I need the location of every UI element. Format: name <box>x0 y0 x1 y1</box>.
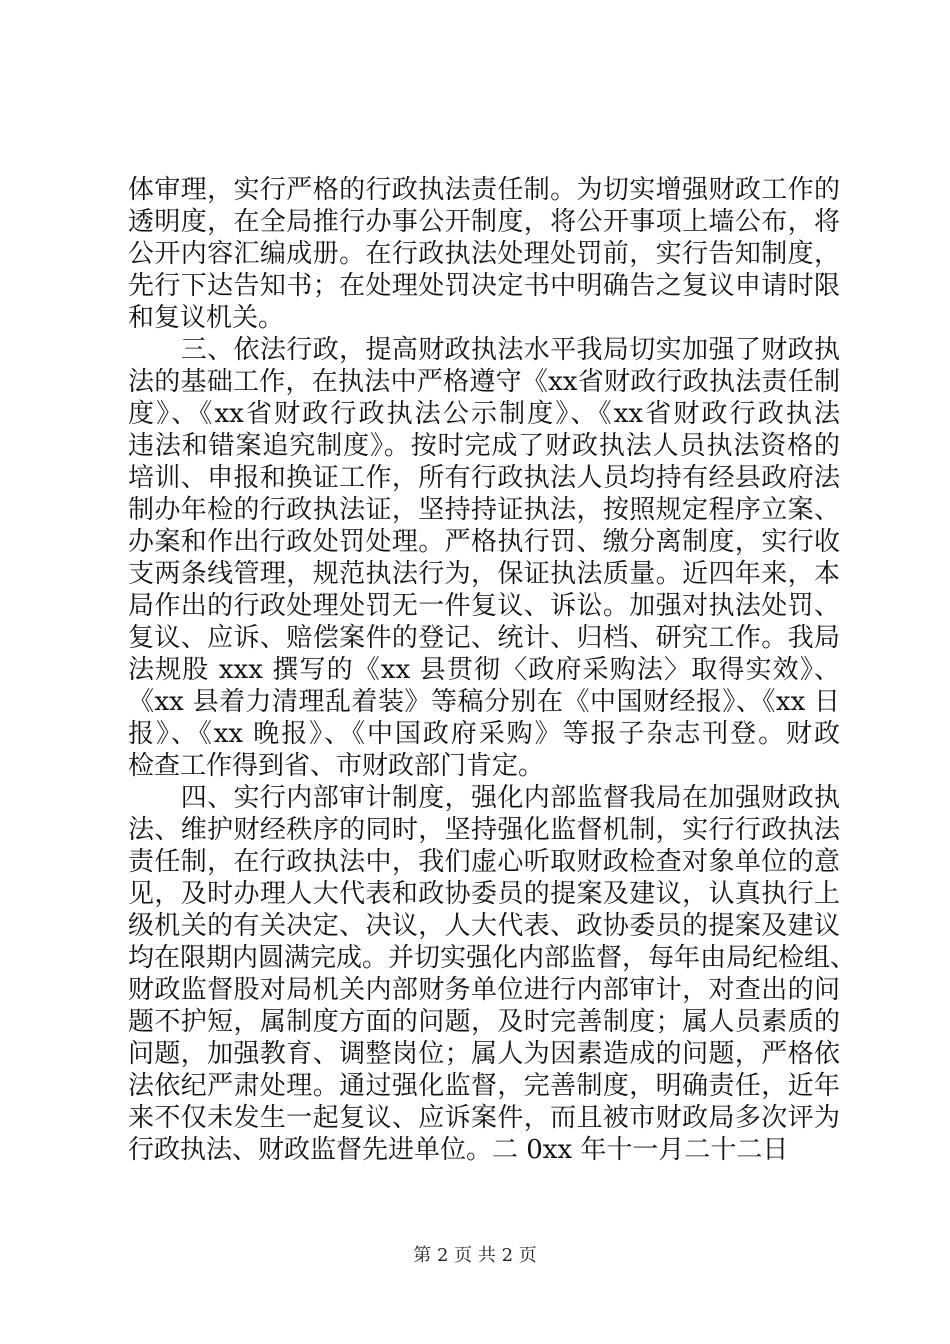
text-line: 财政监督股对局机关内部财务单位进行内部审计，对查出的问 <box>128 975 840 1005</box>
text-line: 均在限期内圆满完成。并切实强化内部监督，每年由局纪检组、 <box>128 943 857 973</box>
text-line: 支两条线管理，规范执法行为，保证执法质量。近四年来，本 <box>128 559 840 589</box>
text-line: 培训、申报和换证工作，所有行政执法人员均持有经县政府法 <box>128 463 840 493</box>
text-line: 级机关的有关决定、决议，人大代表、政协委员的提案及建议 <box>128 911 840 941</box>
text-line: 报》、《xx 晚报》、《中国政府采购》等报子杂志刊登。财政 <box>128 719 840 749</box>
text-line: 责任制，在行政执法中，我们虚心听取财政检查对象单位的意 <box>128 847 840 877</box>
text-line: 透明度，在全局推行办事公开制度，将公开事项上墙公布，将 <box>128 207 840 237</box>
text-line: 度》、《xx省财政行政执法公示制度》、《xx省财政行政执法 <box>128 399 840 429</box>
text-line: 复议、应诉、赔偿案件的登记、统计、归档、研究工作。我局 <box>128 623 840 653</box>
text-line: 局作出的行政处理处罚无一件复议、诉讼。加强对执法处罚、 <box>128 591 840 621</box>
text-line: 法规股 xxx 撰写的《xx 县贯彻〈政府采购法〉取得实效》、 <box>128 655 840 685</box>
text-line: 先行下达告知书；在处理处罚决定书中明确告之复议申请时限 <box>128 271 840 301</box>
text-line: 检查工作得到省、市财政部门肯定。 <box>128 751 545 781</box>
text-line: 办案和作出行政处罚处理。严格执行罚、缴分离制度，实行收 <box>128 527 840 557</box>
text-line: 违法和错案追究制度》。按时完成了财政执法人员执法资格的 <box>128 431 840 461</box>
text-line: 来不仅未发生一起复议、应诉案件，而且被市财政局多次评为 <box>128 1103 840 1133</box>
document-body <box>128 174 857 1166</box>
text-line: 《xx 县着力清理乱着装》等稿分别在《中国财经报》、《xx 日 <box>128 687 840 717</box>
text-line: 体审理，实行严格的行政执法责任制。为切实增强财政工作的 <box>128 175 840 205</box>
text-line: 公开内容汇编成册。在行政执法处理处罚前，实行告知制度， <box>128 239 840 269</box>
text-line: 和复议机关。 <box>128 303 285 333</box>
text-line: 四、实行内部审计制度，强化内部监督我局在加强财政执 <box>128 783 840 813</box>
text-line: 见，及时办理人大代表和政协委员的提案及建议，认真执行上 <box>128 879 840 909</box>
page-footer: 第 2 页 共 2 页 <box>413 1245 537 1266</box>
text-line: 三、依法行政，提高财政执法水平我局切实加强了财政执 <box>128 335 840 365</box>
text-line: 问题，加强教育、调整岗位；属人为因素造成的问题，严格依 <box>128 1039 840 1069</box>
text-line: 法、维护财经秩序的同时，坚持强化监督机制，实行行政执法 <box>128 815 840 845</box>
text-line: 法依纪严肃处理。通过强化监督，完善制度，明确责任，近年 <box>128 1071 840 1101</box>
text-line: 法的基础工作，在执法中严格遵守《xx省财政行政执法责任制 <box>128 367 840 397</box>
text-line: 行政执法、财政监督先进单位。二 0xx 年十一月二十二日 <box>128 1135 789 1165</box>
text-line: 题不护短，属制度方面的问题，及时完善制度；属人员素质的 <box>128 1007 840 1037</box>
text-line: 制办年检的行政执法证，坚持持证执法，按照规定程序立案、 <box>128 495 840 525</box>
